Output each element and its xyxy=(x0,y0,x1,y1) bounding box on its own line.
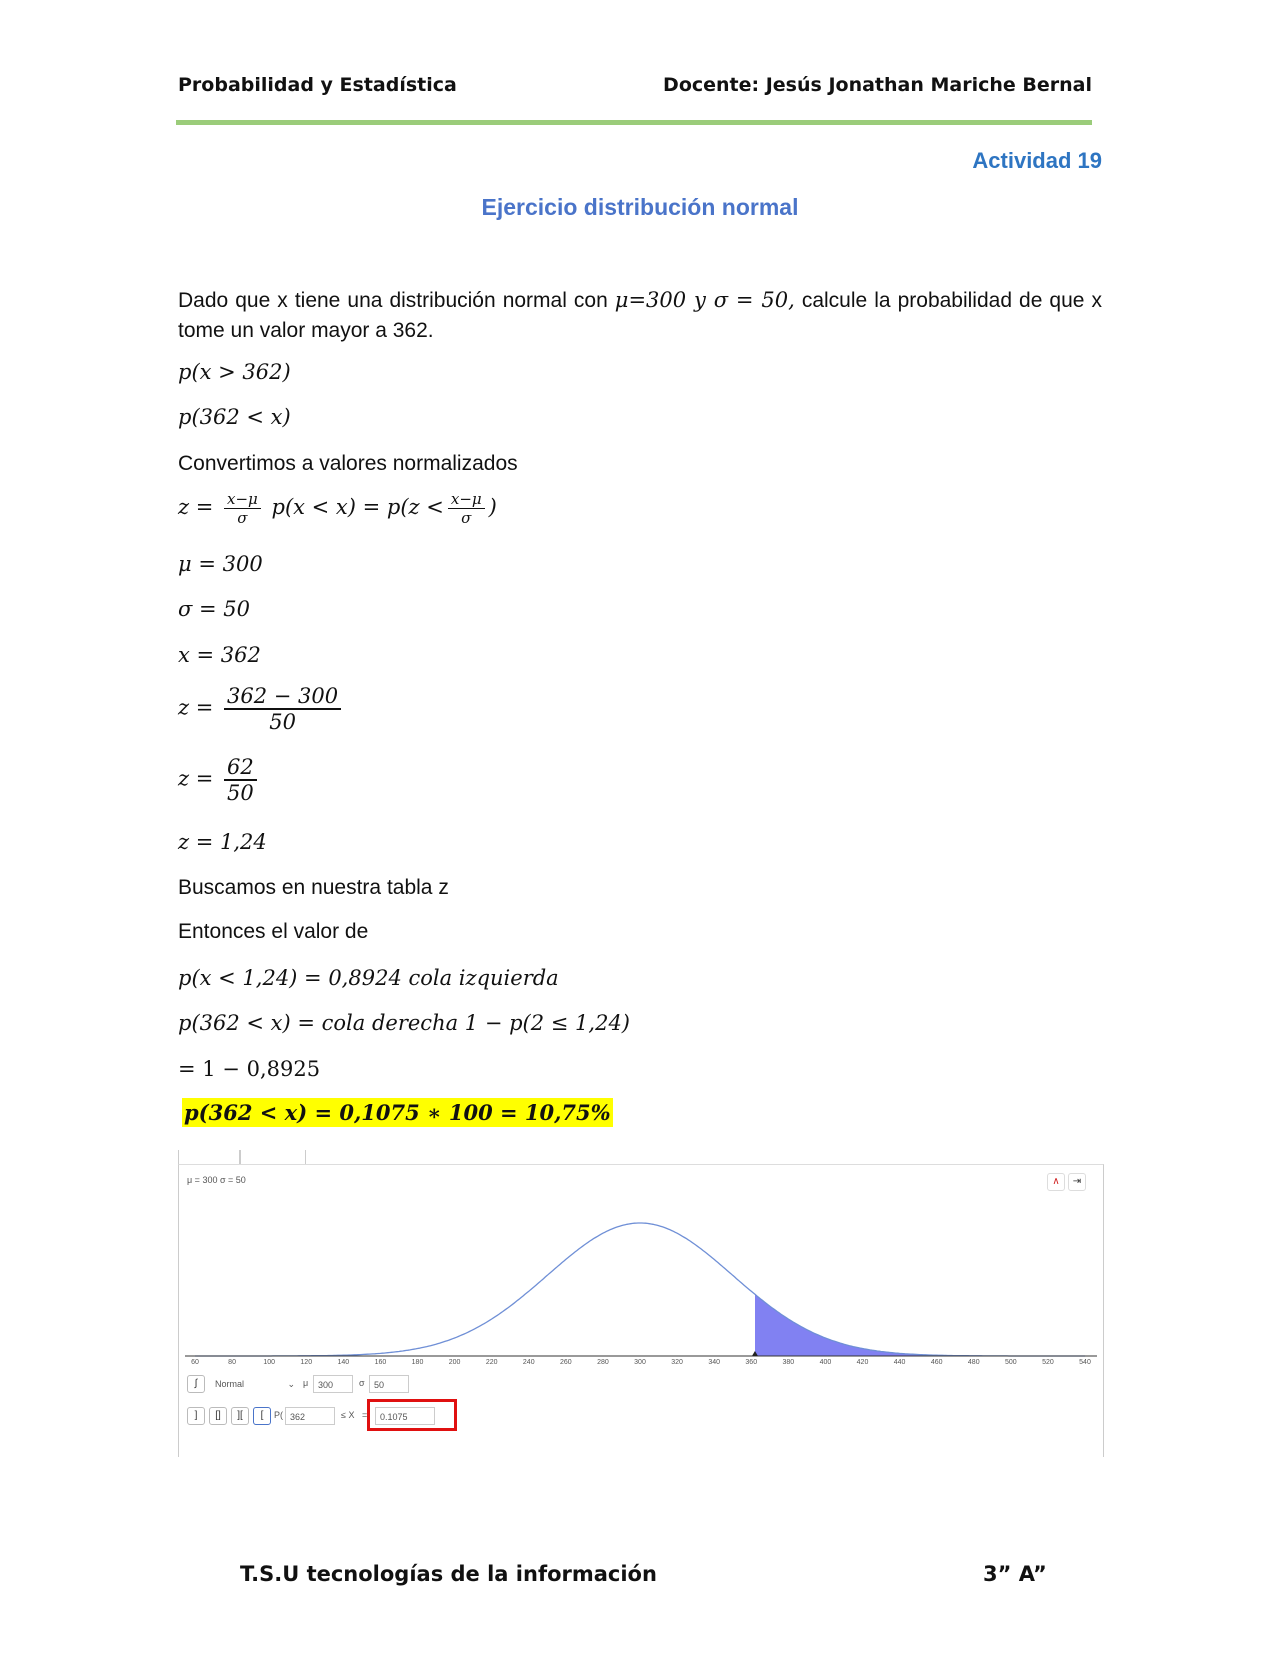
curve-toggle-icon[interactable]: ∧ xyxy=(1047,1173,1065,1191)
x-tick-280: 280 xyxy=(597,1359,609,1365)
lower-bound-input[interactable]: 362 xyxy=(285,1407,335,1425)
right-tail-area xyxy=(755,1294,1085,1356)
x-tick-300: 300 xyxy=(634,1359,646,1365)
right-tail-line xyxy=(178,1011,630,1035)
params-label: μ = 300 σ = 50 xyxy=(187,1175,246,1185)
equals-label: = xyxy=(362,1410,368,1420)
x-tick-500: 500 xyxy=(1004,1359,1017,1365)
result-highlight: p(362 < x) = 0,1075 ∗ 100 = 10,75% xyxy=(184,1100,611,1125)
frac2-num: x−μ xyxy=(450,490,482,508)
frac-num: x−μ xyxy=(227,490,258,508)
x-tick-520: 520 xyxy=(1042,1359,1054,1365)
z-formula xyxy=(178,490,497,527)
interval-icon[interactable]: [] xyxy=(209,1407,227,1425)
p-label: P( xyxy=(274,1410,283,1420)
right-sided-icon[interactable]: [ xyxy=(253,1407,271,1425)
z-fraction-2 xyxy=(448,490,485,527)
two-tailed-icon[interactable]: ][ xyxy=(231,1407,249,1425)
footer-group: 3” A” xyxy=(983,1562,1047,1586)
then-text: Entonces el valor de xyxy=(178,920,369,943)
intro-part1: Dado que x tiene una distribución normal con xyxy=(178,289,615,312)
normal-curve-chart xyxy=(179,1165,1103,1365)
chevron-down-icon: ⌄ xyxy=(287,1379,295,1389)
intro-sigma: σ = 50, xyxy=(713,288,795,312)
x-tick-200: 200 xyxy=(448,1359,461,1365)
z-step-2 xyxy=(178,755,261,805)
x-tick-220: 220 xyxy=(485,1359,498,1365)
activity-label: Actividad 19 xyxy=(972,148,1102,173)
density-curve xyxy=(195,1223,1085,1356)
right-tail-expr2: 1 − p(2 ≤ 1,24) xyxy=(458,1011,631,1035)
x-tick-140: 140 xyxy=(337,1359,350,1365)
x-tick-240: 240 xyxy=(522,1359,535,1365)
mu-value: μ = 300 xyxy=(178,552,263,576)
z-step-1-num: 362 − 300 xyxy=(227,684,339,708)
distribution-value: Normal xyxy=(215,1379,245,1389)
z-lhs-2: z = xyxy=(178,766,214,791)
left-tail-expr: p(x < 1,24) = 0,8924 xyxy=(178,966,409,990)
x-tick-180: 180 xyxy=(411,1359,424,1365)
x-tick-160: 160 xyxy=(374,1359,387,1365)
right-tail-expr1: p(362 < x) = xyxy=(178,1011,322,1035)
frac2-den: σ xyxy=(448,508,485,527)
x-tick-340: 340 xyxy=(708,1359,721,1365)
distribution-curve-icon[interactable]: ∫ xyxy=(187,1375,205,1393)
tab-statistics[interactable] xyxy=(240,1150,306,1165)
footer-program: T.S.U tecnologías de la información xyxy=(240,1562,657,1586)
minus-line: = 1 − 0,8925 xyxy=(178,1057,321,1081)
sigma-value: σ = 50 xyxy=(178,597,251,621)
calculator-tabs xyxy=(178,1150,308,1164)
sigma-label: σ xyxy=(359,1378,365,1388)
header-teacher: Docente: Jesús Jonathan Mariche Bernal xyxy=(663,74,1092,96)
probability-result-field[interactable]: 0.1075 xyxy=(375,1407,435,1425)
left-sided-icon[interactable]: ] xyxy=(187,1407,205,1425)
x-tick-120: 120 xyxy=(300,1359,313,1365)
z-lhs-1: z = xyxy=(178,695,214,720)
search-text: Buscamos en nuestra tabla z xyxy=(178,876,449,899)
frac-den: σ xyxy=(224,508,261,527)
x-tick-460: 460 xyxy=(930,1359,943,1365)
x-tick-540: 540 xyxy=(1079,1359,1091,1365)
mu-label: μ xyxy=(303,1378,309,1388)
z-step-1-den: 50 xyxy=(224,708,341,734)
result-highlight-box xyxy=(367,1399,457,1431)
z-fraction xyxy=(224,490,261,527)
x-tick-480: 480 xyxy=(967,1359,980,1365)
z-lhs: z = xyxy=(178,495,214,519)
intro-part2: calcule la probabilidad de que x tome un valor mayor a 362. xyxy=(178,289,1102,342)
z-step-2-fraction xyxy=(224,755,257,805)
left-tail-line xyxy=(178,966,559,990)
expr-p-less: p(362 < x) xyxy=(178,405,291,429)
x-tick-labels xyxy=(191,1359,1091,1365)
intro-mu: μ=300 y xyxy=(614,288,714,312)
x-tick-420: 420 xyxy=(856,1359,869,1365)
tab-distribution[interactable] xyxy=(178,1150,240,1165)
sigma-input[interactable]: 50 xyxy=(369,1375,409,1393)
intro-paragraph xyxy=(178,285,1102,346)
p-part: p(x < x) = p(z < xyxy=(271,495,444,519)
z-step-1-fraction xyxy=(224,684,341,734)
x-tick-360: 360 xyxy=(745,1359,758,1365)
x-tick-400: 400 xyxy=(819,1359,832,1365)
page-title: Ejercicio distribución normal xyxy=(481,194,799,220)
le-x-label: ≤ X xyxy=(341,1410,355,1420)
x-tick-80: 80 xyxy=(228,1359,236,1365)
z-step-1 xyxy=(178,684,345,734)
z-step-2-num: 62 xyxy=(227,755,254,779)
header-course: Probabilidad y Estadística xyxy=(178,74,457,96)
header-rule xyxy=(176,120,1092,125)
expr-p-greater: p(x > 362) xyxy=(178,360,291,384)
x-tick-380: 380 xyxy=(782,1359,795,1365)
x-tick-260: 260 xyxy=(559,1359,572,1365)
right-tail-word: cola derecha xyxy=(321,1011,459,1035)
x-tick-100: 100 xyxy=(263,1359,276,1365)
convert-text: Convertimos a valores normalizados xyxy=(178,452,518,475)
probability-calculator xyxy=(178,1164,1104,1457)
x-tick-440: 440 xyxy=(893,1359,906,1365)
x-tick-60: 60 xyxy=(191,1359,199,1365)
result-line xyxy=(182,1100,613,1125)
z-step-2-den: 50 xyxy=(224,779,257,805)
distribution-select[interactable] xyxy=(211,1375,299,1393)
export-icon[interactable]: ⇥ xyxy=(1068,1173,1086,1191)
x-tick-320: 320 xyxy=(671,1359,683,1365)
mu-input[interactable]: 300 xyxy=(313,1375,353,1393)
x-value: x = 362 xyxy=(178,643,261,667)
z-result: z = 1,24 xyxy=(178,830,267,854)
close-paren: ) xyxy=(488,495,497,519)
left-tail-word: cola izquierda xyxy=(408,966,559,990)
